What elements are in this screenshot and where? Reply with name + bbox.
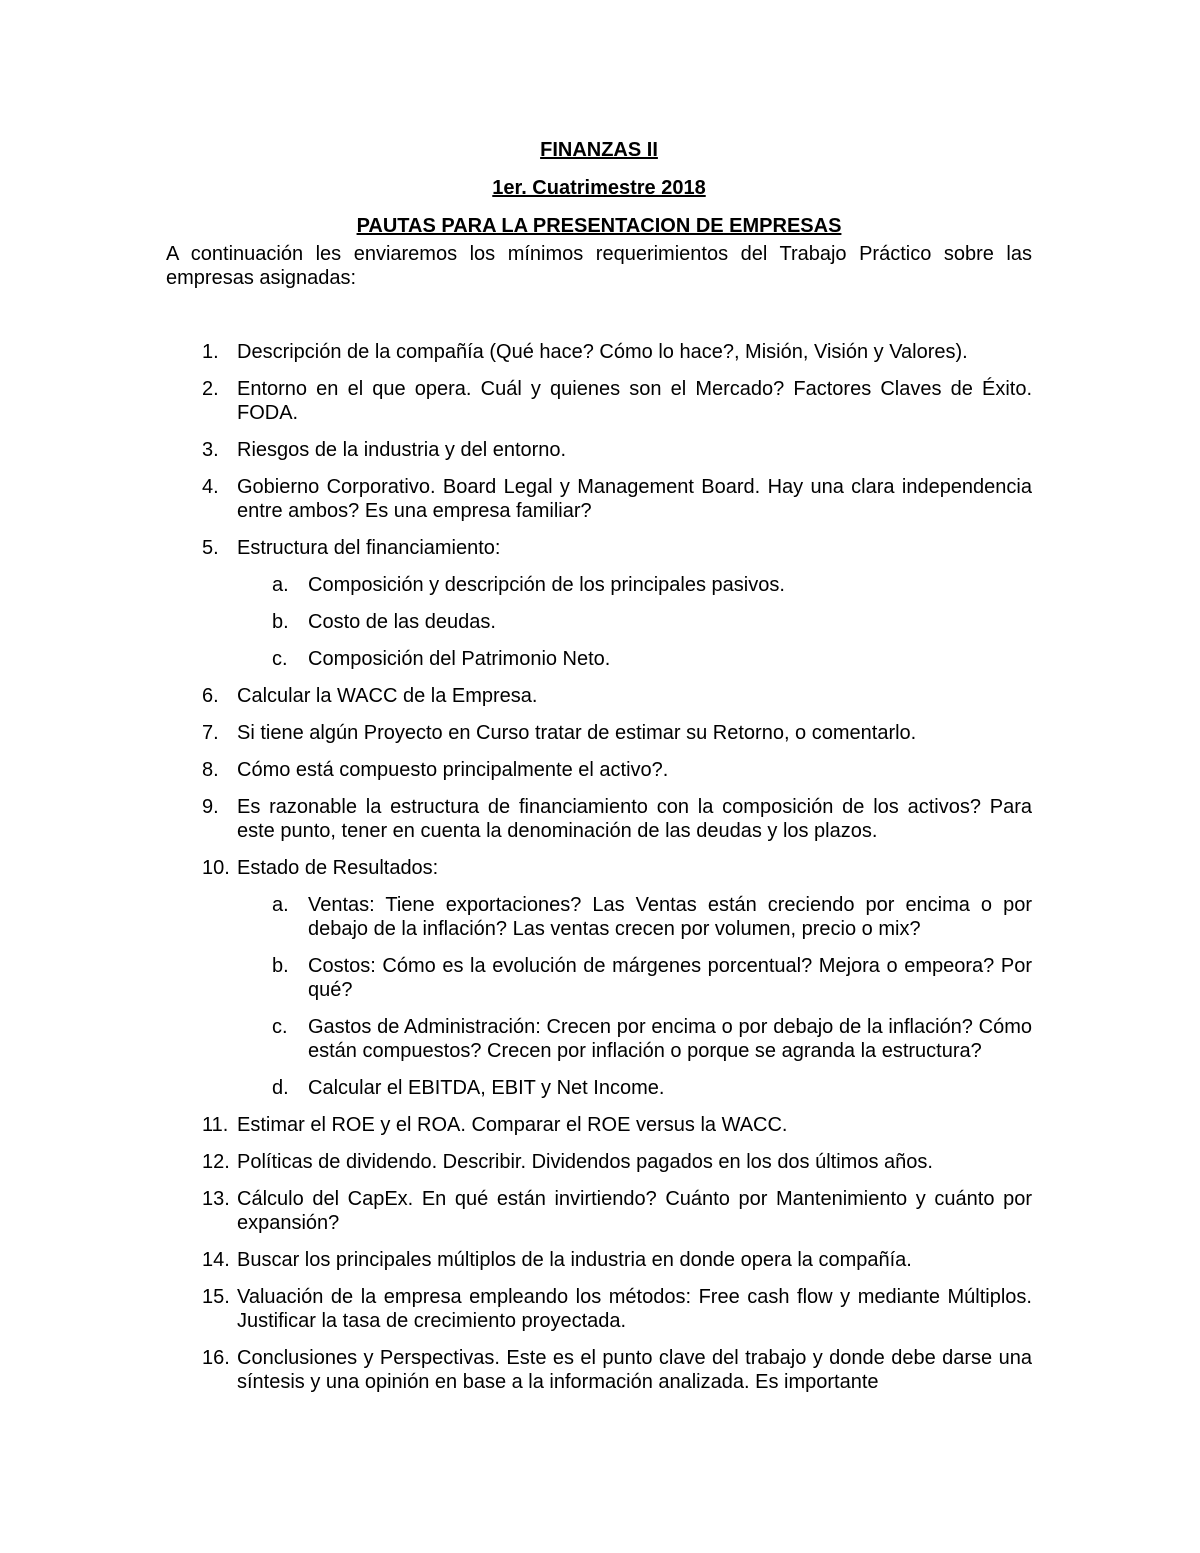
list-item-number: 12.: [202, 1151, 230, 1173]
list-item: [166, 684, 1032, 708]
sub-list-item-text: Costos: Cómo es la evolución de márgenes porcentual? Mejora o empeora? Por qué?: [308, 955, 1032, 1001]
list-item-text: Conclusiones y Perspectivas. Este es el punto clave del trabajo y donde debe darse una síntesis y una opinión en base a la información analizada. Es importante: [237, 1347, 1032, 1393]
list-item: [166, 1285, 1032, 1333]
sub-list-item-letter: c.: [272, 648, 288, 670]
list-item: [166, 795, 1032, 843]
course-title: FINANZAS II: [540, 139, 658, 161]
list-item-text: Descripción de la compañía (Qué hace? Cómo lo hace?, Misión, Visión y Valores).: [237, 341, 968, 363]
list-item-text: Buscar los principales múltiplos de la industria en donde opera la compañía.: [237, 1249, 912, 1271]
list-item: [166, 1187, 1032, 1235]
sub-list-item-text: Composición y descripción de los principales pasivos.: [308, 574, 785, 596]
term-title: 1er. Cuatrimestre 2018: [492, 177, 706, 199]
list-item-text: Políticas de dividendo. Describir. Dividendos pagados en los dos últimos años.: [237, 1151, 933, 1173]
list-item: [166, 1113, 1032, 1137]
list-item-text: Calcular la WACC de la Empresa.: [237, 685, 538, 707]
sub-list-item-letter: d.: [272, 1077, 289, 1099]
sub-list-item: [237, 647, 1032, 671]
document-page: [166, 138, 1032, 1407]
list-item-text: Cómo está compuesto principalmente el activo?.: [237, 759, 669, 781]
list-item: [166, 1346, 1032, 1394]
list-item: [166, 438, 1032, 462]
list-item: [166, 856, 1032, 1100]
list-item: [166, 536, 1032, 671]
sub-list-item-text: Costo de las deudas.: [308, 611, 496, 633]
list-item: [166, 1248, 1032, 1272]
sub-list: [237, 573, 1032, 671]
list-item-text: Es razonable la estructura de financiamiento con la composición de los activos? Para este punto, tener en cuenta la denominación de las deudas y los plazos.: [237, 796, 1032, 842]
list-item-number: 3.: [202, 439, 219, 461]
sub-list-item-letter: b.: [272, 611, 289, 633]
sub-list-item-letter: c.: [272, 1016, 288, 1038]
list-item-number: 11.: [202, 1114, 229, 1136]
list-item-number: 7.: [202, 722, 219, 744]
list-item-text: Si tiene algún Proyecto en Curso tratar de estimar su Retorno, o comentarlo.: [237, 722, 917, 744]
list-item: [166, 340, 1032, 364]
list-item-number: 4.: [202, 476, 219, 498]
document-heading: PAUTAS PARA LA PRESENTACION DE EMPRESAS: [356, 215, 842, 237]
list-item-number: 2.: [202, 378, 219, 400]
list-item: [166, 1150, 1032, 1174]
list-item-text: Riesgos de la industria y del entorno.: [237, 439, 567, 461]
sub-list-item-letter: b.: [272, 955, 289, 977]
list-item-number: 13.: [202, 1188, 230, 1210]
list-item-number: 15.: [202, 1286, 230, 1308]
intro-paragraph: A continuación les enviaremos los mínimos requerimientos del Trabajo Práctico sobre las empresas asignadas:: [166, 243, 1032, 289]
list-item-text: Estado de Resultados:: [237, 857, 439, 879]
list-item-text: Valuación de la empresa empleando los métodos: Free cash flow y mediante Múltiplos. Justificar la tasa de crecimiento proyectada.: [237, 1286, 1032, 1332]
sub-list-item: [237, 1015, 1032, 1063]
sub-list-item: [237, 610, 1032, 634]
sub-list-item-text: Calcular el EBITDA, EBIT y Net Income.: [308, 1077, 665, 1099]
list-item: [166, 377, 1032, 425]
sub-list: [237, 893, 1032, 1100]
sub-list-item: [237, 954, 1032, 1002]
sub-list-item-letter: a.: [272, 894, 289, 916]
sub-list-item-text: Ventas: Tiene exportaciones? Las Ventas están creciendo por encima o por debajo de la inflación? Las ventas crecen por volumen, precio o mix?: [308, 894, 1032, 940]
list-item-text: Gobierno Corporativo. Board Legal y Management Board. Hay una clara independencia entre ambos? Es una empresa familiar?: [237, 476, 1032, 522]
list-item-text: Estructura del financiamiento:: [237, 537, 501, 559]
list-item: [166, 475, 1032, 523]
list-item-number: 16.: [202, 1347, 230, 1369]
list-item-number: 10.: [202, 857, 230, 879]
list-item-number: 8.: [202, 759, 219, 781]
list-item: [166, 721, 1032, 745]
list-item-text: Estimar el ROE y el ROA. Comparar el ROE versus la WACC.: [237, 1114, 788, 1136]
sub-list-item-text: Composición del Patrimonio Neto.: [308, 648, 611, 670]
sub-list-item-letter: a.: [272, 574, 289, 596]
list-item-number: 9.: [202, 796, 219, 818]
list-item-text: Entorno en el que opera. Cuál y quienes son el Mercado? Factores Claves de Éxito. FODA.: [237, 378, 1032, 424]
list-item: [166, 758, 1032, 782]
list-item-number: 14.: [202, 1249, 230, 1271]
sub-list-item: [237, 1076, 1032, 1100]
sub-list-item: [237, 573, 1032, 597]
sub-list-item-text: Gastos de Administración: Crecen por encima o por debajo de la inflación? Cómo están compuestos? Crecen por inflación o porque se agranda la estructura?: [308, 1016, 1032, 1062]
list-item-text: Cálculo del CapEx. En qué están invirtiendo? Cuánto por Mantenimiento y cuánto por expansión?: [237, 1188, 1032, 1234]
list-item-number: 1.: [202, 341, 219, 363]
list-item-number: 5.: [202, 537, 219, 559]
sub-list-item: [237, 893, 1032, 941]
list-item-number: 6.: [202, 685, 219, 707]
requirements-list: [166, 340, 1032, 1394]
